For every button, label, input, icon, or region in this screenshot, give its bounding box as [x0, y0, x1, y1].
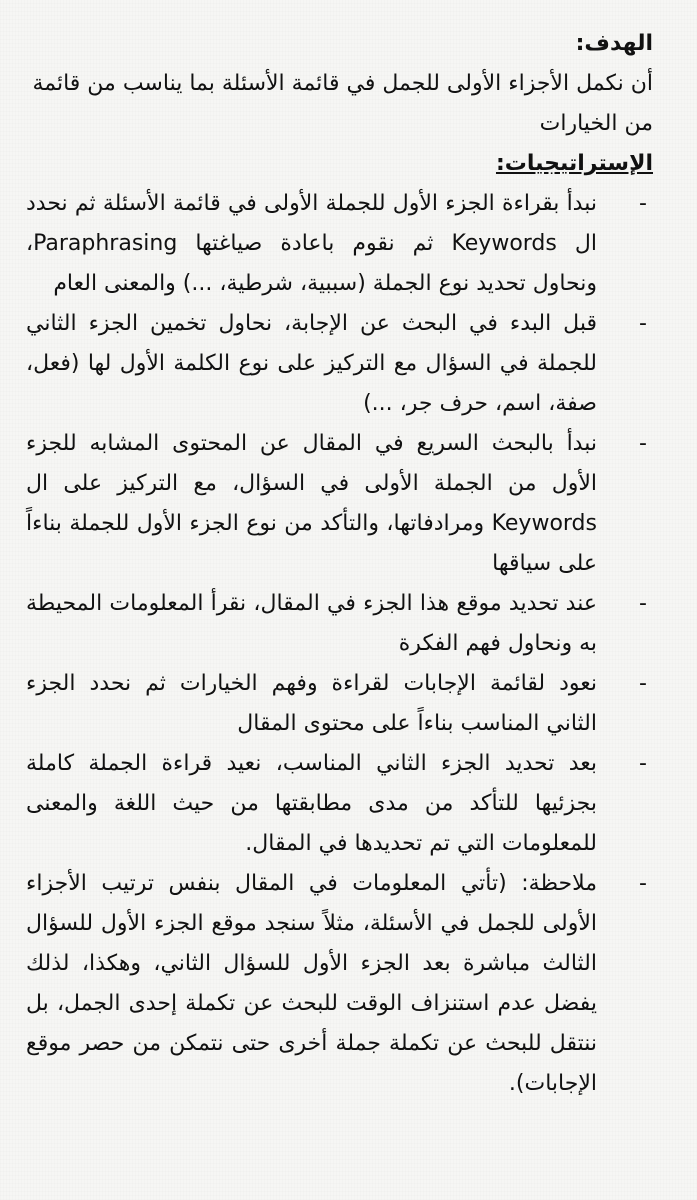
bullet-dash: -: [639, 751, 647, 776]
goal-heading: الهدف:: [575, 31, 653, 56]
strategy-text: بعد تحديد الجزء الثاني المناسب، نعيد قراءة الجملة كاملة بجزئيها للتأكد من مدى مطابقتها من حيث اللغة والمعنى للمعلومات التي تم تحديدها في المقال.: [26, 751, 597, 856]
strategy-item: [26, 584, 653, 664]
strategies-list: [26, 184, 653, 1104]
bullet-dash: -: [639, 591, 647, 616]
strategy-item: [26, 744, 653, 864]
strategy-text: نبدأ بالبحث السريع في المقال عن المحتوى المشابه للجزء الأول من الجملة الأولى في السؤال، مع التركيز على ال Keywords ومرادفاتها، والتأكد من نوع الجزء الأول للجملة بناءاً على سياقها: [26, 431, 597, 576]
strategy-text: عند تحديد موقع هذا الجزء في المقال، نقرأ المعلومات المحيطة به ونحاول فهم الفكرة: [26, 591, 597, 656]
bullet-dash: -: [639, 311, 647, 336]
goal-text: أن نكمل الأجزاء الأولى للجمل في قائمة الأسئلة بما يناسب من قائمة من الخيارات: [32, 71, 653, 136]
strategy-text: ملاحظة: (تأتي المعلومات في المقال بنفس ترتيب الأجزاء الأولى للجمل في الأسئلة، مثلاً سنجد موقع الجزء الأول للسؤال الثالث مباشرة بعد الجزء الأول للسؤال الثاني، وهكذا، لذلك يفضل عدم استنزاف الوقت للبحث عن تكملة إحدى الجمل، بل ننتقل للبحث عن تكملة جملة أخرى حتى نتمكن من حصر موقع الإجابات).: [26, 871, 597, 1096]
bullet-dash: -: [639, 431, 647, 456]
bullet-dash: -: [639, 871, 647, 896]
strategy-item: [26, 424, 653, 584]
strategy-text: نعود لقائمة الإجابات لقراءة وفهم الخيارات ثم نحدد الجزء الثاني المناسب بناءاً على محتوى المقال: [26, 671, 597, 736]
strategy-item: [26, 184, 653, 304]
strategy-text: قبل البدء في البحث عن الإجابة، نحاول تخمين الجزء الثاني للجملة في السؤال مع التركيز على نوع الكلمة الأول لها (فعل، صفة، اسم، حرف جر، ...): [26, 311, 597, 416]
bullet-dash: -: [639, 671, 647, 696]
strategy-item: [26, 664, 653, 744]
strategy-text: نبدأ بقراءة الجزء الأول للجملة الأولى في قائمة الأسئلة ثم نحدد ال Keywords ثم نقوم باعادة صياغتها Paraphrasing، ونحاول تحديد نوع الجملة (سببية، شرطية، ...) والمعنى العام: [26, 191, 597, 296]
strategy-item: [26, 304, 653, 424]
strategy-item: [26, 864, 653, 1104]
strategies-heading: الإستراتيجيات:: [495, 151, 653, 176]
bullet-dash: -: [639, 191, 647, 216]
